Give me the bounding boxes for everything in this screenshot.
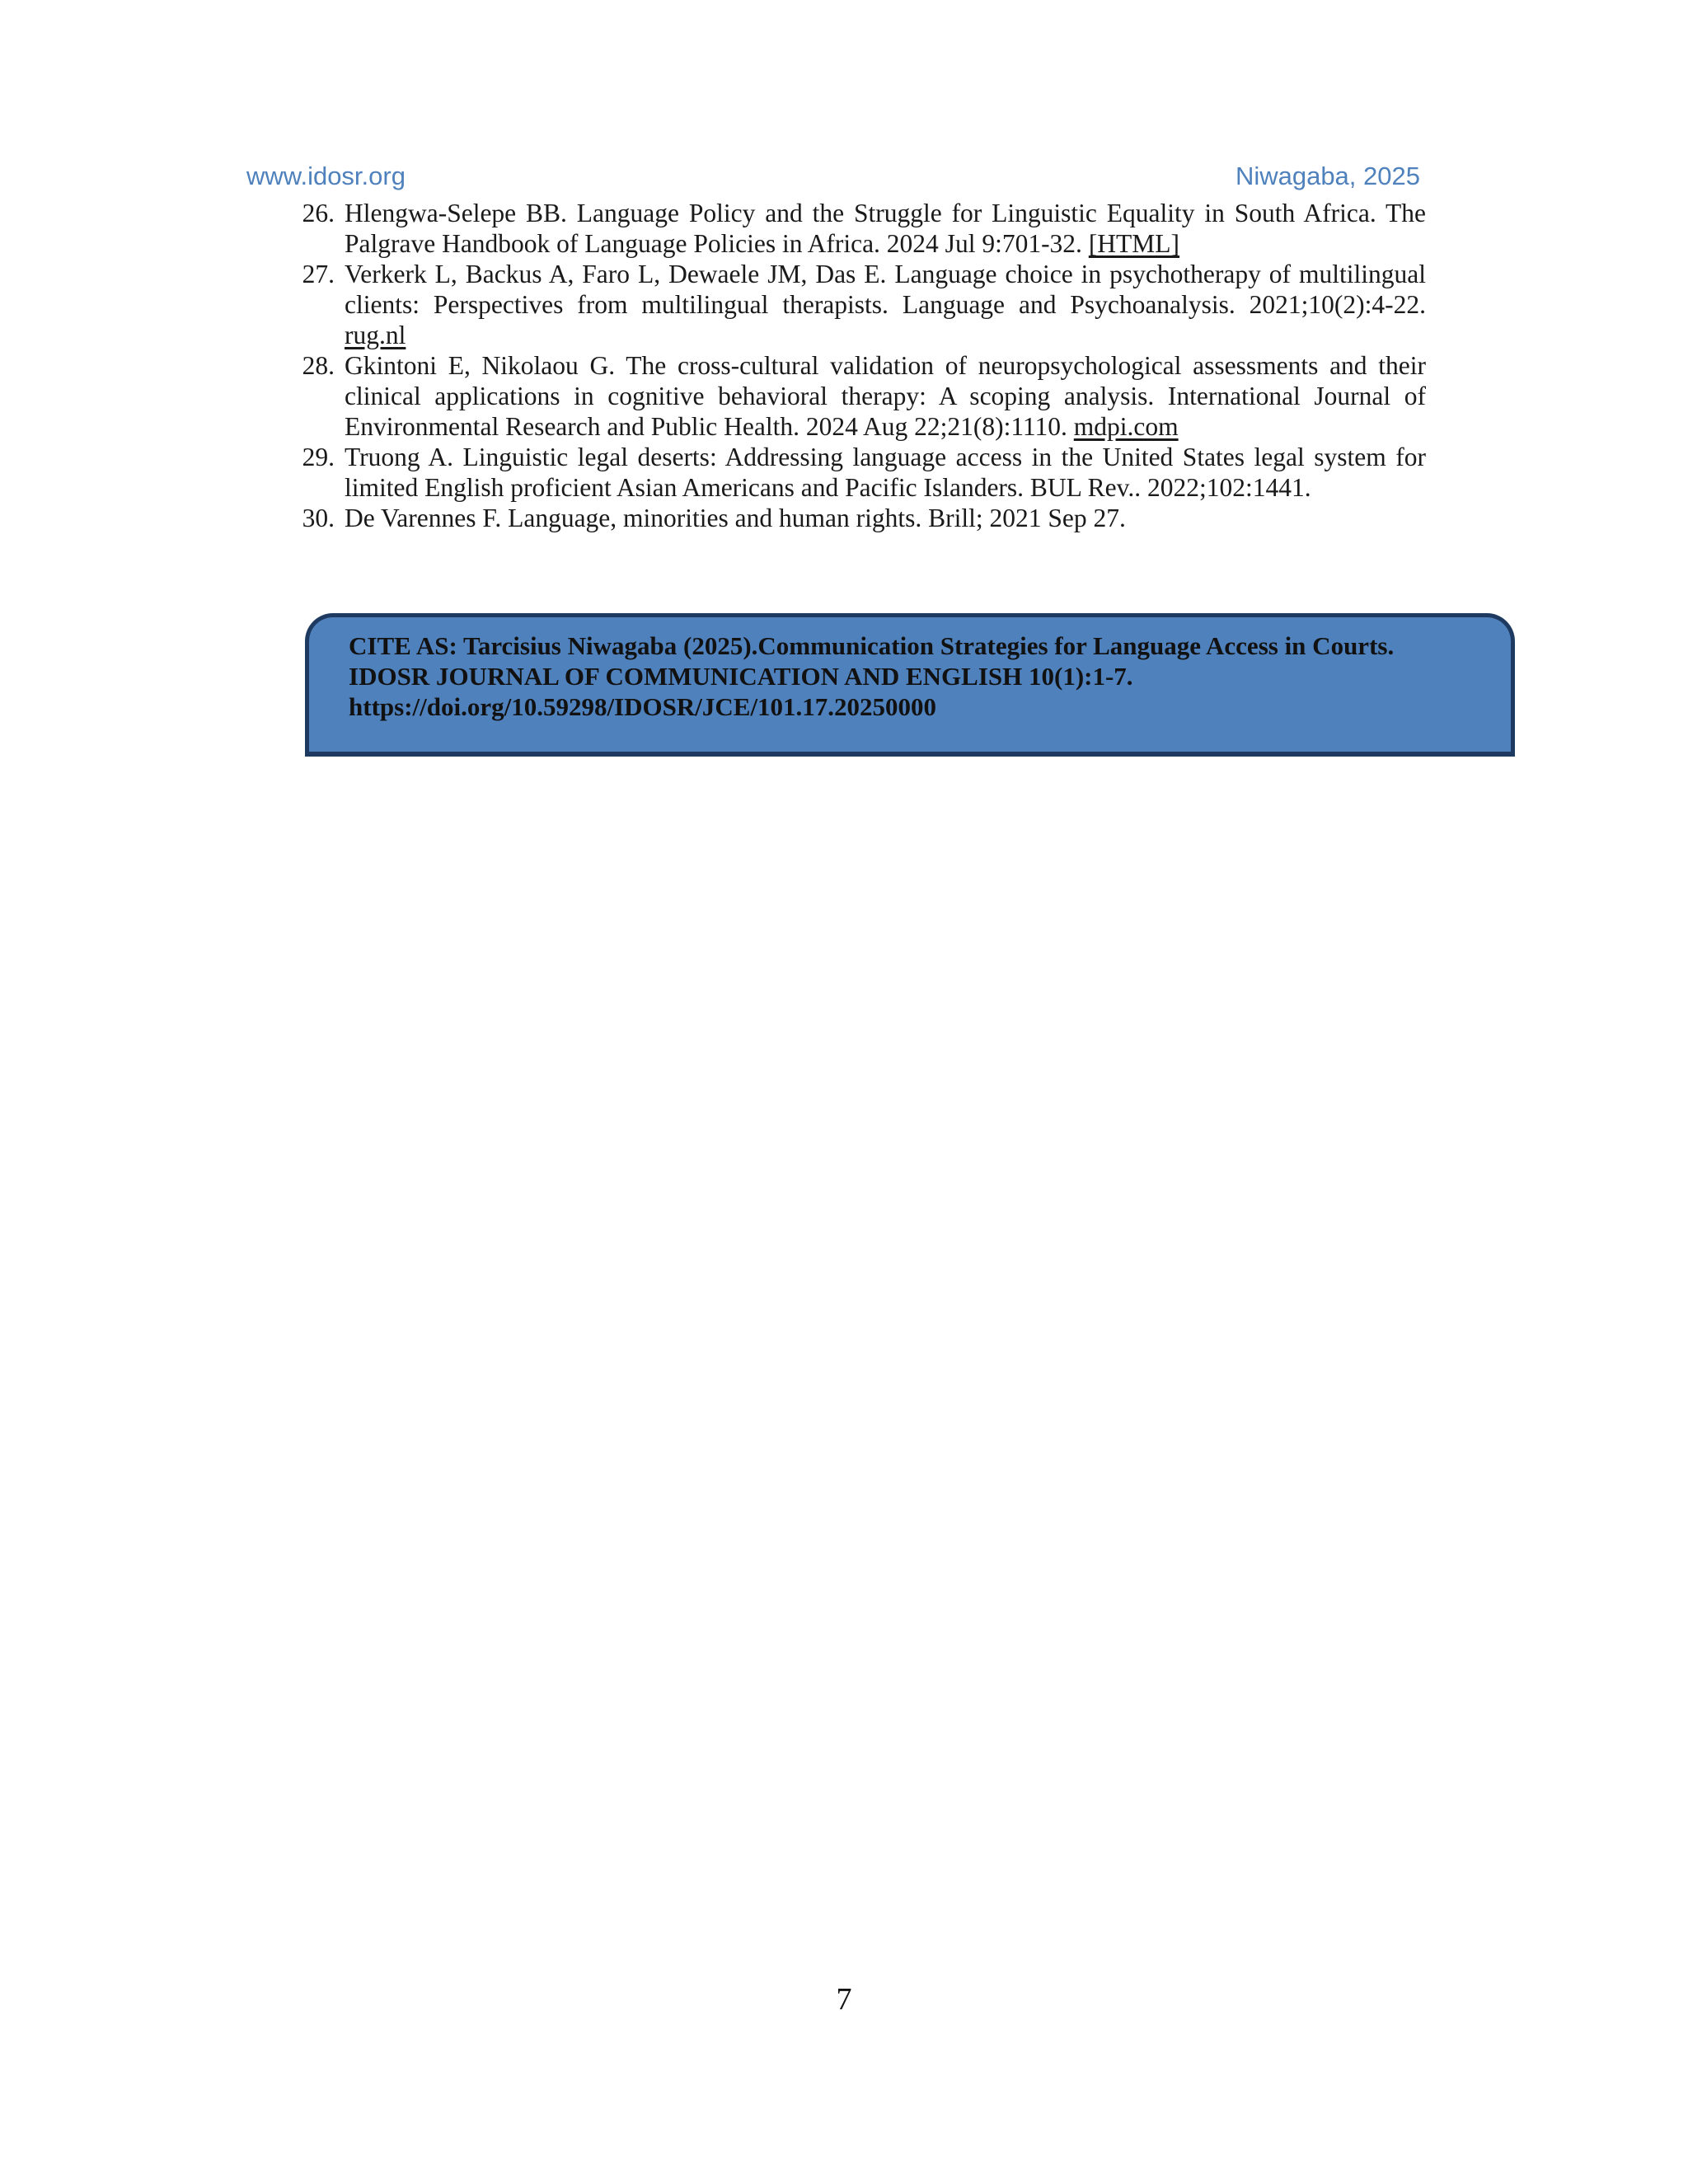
- reference-text: Verkerk L, Backus A, Faro L, Dewaele JM, Das E. Language choice in psychotherapy of multilingual clients: Perspectives from multilingual therapists. Language and Psychoanalysis. 2021;10(2):4-22.: [345, 260, 1426, 319]
- header-site-url[interactable]: www.idosr.org: [246, 162, 406, 190]
- reference-number: 28.: [302, 351, 335, 380]
- reference-link[interactable]: mdpi.com: [1073, 412, 1179, 441]
- page-number: 7: [836, 1982, 852, 2017]
- reference-list: [293, 198, 1426, 533]
- reference-item: [293, 442, 1426, 503]
- reference-number: 27.: [302, 260, 335, 288]
- citation-line-1: CITE AS: Tarcisius Niwagaba (2025).Communication Strategies for Language Access in Courts.: [349, 631, 1395, 660]
- citation-line-2: IDOSR JOURNAL OF COMMUNICATION AND ENGLISH 10(1):1-7.: [349, 662, 1133, 691]
- citation-doi[interactable]: https://doi.org/10.59298/IDOSR/JCE/101.17.20250000: [349, 692, 937, 721]
- reference-item: [293, 503, 1426, 533]
- reference-link[interactable]: [HTML]: [1088, 229, 1180, 258]
- header-author-year: Niwagaba, 2025: [1235, 162, 1420, 190]
- reference-number: 29.: [302, 443, 335, 471]
- reference-text: Hlengwa-Selepe BB. Language Policy and the Struggle for Linguistic Equality in South Africa. The Palgrave Handbook of Language Policies in Africa. 2024 Jul 9:701-32.: [345, 199, 1426, 258]
- reference-item: [293, 198, 1426, 259]
- reference-number: 30.: [302, 504, 335, 532]
- reference-text: Truong A. Linguistic legal deserts: Addressing language access in the United States legal system for limited English proficient Asian Americans and Pacific Islanders. BUL Rev.. 2022;102:1441.: [345, 443, 1426, 502]
- reference-text: Gkintoni E, Nikolaou G. The cross-cultural validation of neuropsychological assessments and their clinical applications in cognitive behavioral therapy: A scoping analysis. International Journal of Environmental Research and Public Health. 2024 Aug 22;21(8):1110.: [345, 351, 1426, 441]
- citation-text: [349, 630, 1486, 722]
- reference-number: 26.: [302, 199, 335, 227]
- reference-item: [293, 259, 1426, 350]
- reference-link[interactable]: rug.nl: [345, 321, 406, 349]
- page-header: [246, 162, 1420, 198]
- reference-item: [293, 350, 1426, 442]
- citation-box: [305, 613, 1515, 757]
- reference-text: De Varennes F. Language, minorities and human rights. Brill; 2021 Sep 27.: [345, 504, 1126, 532]
